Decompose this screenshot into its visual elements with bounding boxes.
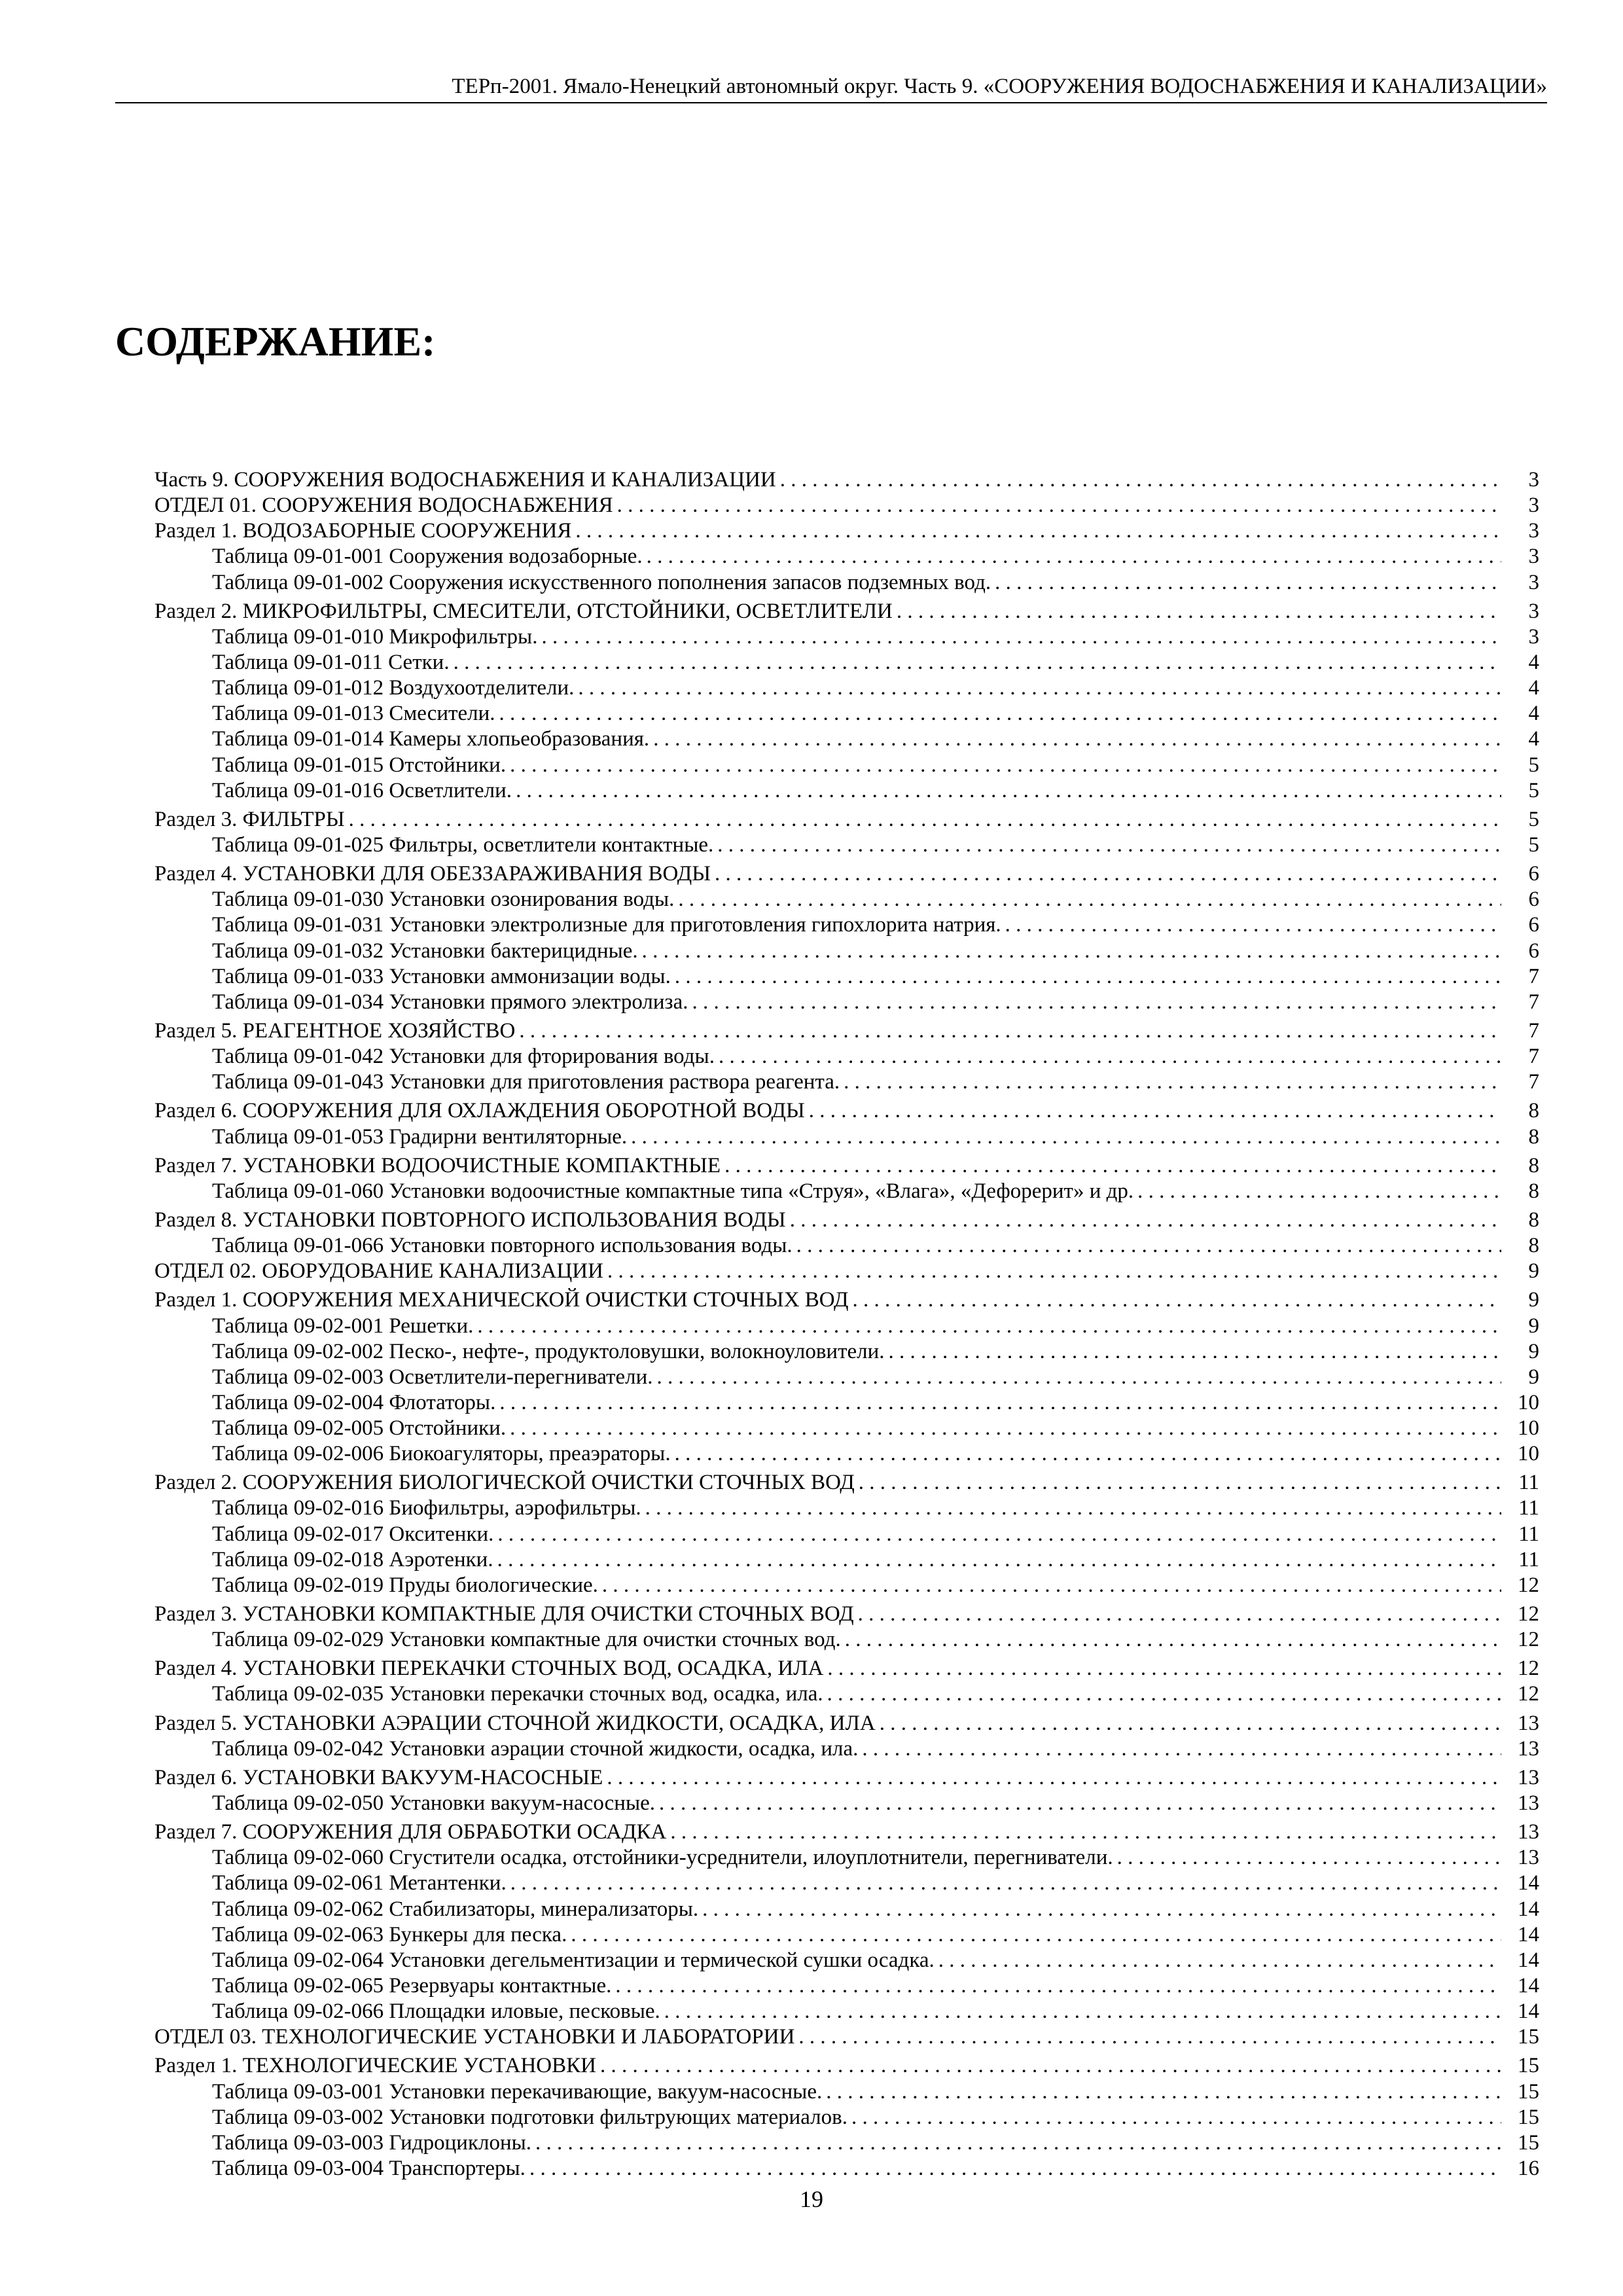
toc-entry-page: 5 bbox=[1528, 778, 1539, 802]
toc-entry-page: 15 bbox=[1518, 2079, 1539, 2104]
toc-entry-title: Раздел 7. СООРУЖЕНИЯ ДЛЯ ОБРАБОТКИ ОСАДКА bbox=[154, 1820, 667, 1844]
toc-entry-page: 3 bbox=[1528, 468, 1539, 492]
toc-entry-page: 12 bbox=[1518, 1573, 1539, 1597]
toc-entry-page: 9 bbox=[1528, 1288, 1539, 1312]
toc-entry-page: 11 bbox=[1518, 1496, 1539, 1520]
toc-entry[interactable] bbox=[154, 701, 1539, 726]
toc-entry[interactable] bbox=[154, 753, 1539, 778]
toc-entry-title: Таблица 09-02-002 Песко-, нефте-, продуктоловушки, волокноуловители. bbox=[212, 1339, 885, 1363]
dot-leader bbox=[844, 1069, 1501, 1095]
toc-entry[interactable] bbox=[154, 1573, 1539, 1598]
dot-leader bbox=[851, 2105, 1501, 2130]
toc-entry[interactable] bbox=[154, 570, 1539, 596]
dot-leader bbox=[845, 1627, 1501, 1653]
toc-entry-page: 8 bbox=[1528, 1099, 1539, 1123]
dot-leader bbox=[349, 807, 1501, 833]
dot-leader bbox=[653, 726, 1501, 752]
toc-entry-page: 4 bbox=[1528, 702, 1539, 726]
toc-entry-title: Таблица 09-02-060 Сгустители осадка, отстойники-усреднители, илоуплотнители, перегниватели. bbox=[212, 1846, 1113, 1870]
dot-leader bbox=[607, 1765, 1501, 1791]
toc-entry-page: 9 bbox=[1528, 1365, 1539, 1389]
toc-entry-page: 8 bbox=[1528, 1179, 1539, 1203]
toc-entry-title: Раздел 6. СООРУЖЕНИЯ ДЛЯ ОХЛАЖДЕНИЯ ОБОРОТНОЙ ВОДЫ bbox=[154, 1099, 805, 1123]
dot-leader bbox=[600, 2053, 1501, 2079]
toc-entry-page: 8 bbox=[1528, 1153, 1539, 1177]
toc-entry-page: 5 bbox=[1528, 753, 1539, 777]
toc-entry-title: Таблица 09-01-015 Отстойники. bbox=[212, 753, 507, 777]
toc-entry-page: 15 bbox=[1518, 2025, 1539, 2049]
toc-entry-page: 11 bbox=[1518, 1471, 1539, 1495]
toc-entry-title: Таблица 09-01-043 Установки для приготовления раствора реагента. bbox=[212, 1070, 840, 1094]
toc-entry[interactable] bbox=[154, 990, 1539, 1015]
dot-leader bbox=[657, 1365, 1502, 1390]
toc-entry[interactable] bbox=[154, 650, 1539, 675]
dot-leader bbox=[880, 1711, 1501, 1736]
dot-leader bbox=[615, 1973, 1501, 1999]
toc-entry-title: ОТДЕЛ 02. ОБОРУДОВАНИЕ КАНАЛИЗАЦИИ bbox=[154, 1259, 603, 1283]
toc-entry-page: 11 bbox=[1518, 1522, 1539, 1546]
toc-entry-page: 7 bbox=[1528, 1070, 1539, 1094]
dot-leader bbox=[477, 1314, 1501, 1339]
toc-entry-page: 14 bbox=[1518, 1974, 1539, 1998]
page-title: СОДЕРЖАНИЕ: bbox=[115, 318, 436, 365]
toc-entry-page: 5 bbox=[1528, 833, 1539, 857]
toc-entry[interactable] bbox=[154, 2130, 1539, 2156]
dot-leader bbox=[796, 1233, 1501, 1259]
toc-entry[interactable] bbox=[154, 1441, 1539, 1467]
dot-leader bbox=[670, 1820, 1501, 1845]
toc-entry[interactable] bbox=[154, 778, 1539, 804]
toc-entry-title: Раздел 1. ТЕХНОЛОГИЧЕСКИЕ УСТАНОВКИ bbox=[154, 2054, 596, 2078]
page-number: 19 bbox=[800, 2186, 823, 2212]
dot-leader bbox=[647, 544, 1501, 569]
dot-leader bbox=[510, 753, 1501, 778]
toc-entry[interactable] bbox=[154, 1999, 1539, 2024]
toc-entry-page: 13 bbox=[1518, 1736, 1539, 1761]
dot-leader bbox=[889, 1339, 1501, 1365]
toc-entry-title: Таблица 09-02-063 Бункеры для песка. bbox=[212, 1922, 567, 1946]
toc-entry[interactable] bbox=[154, 887, 1539, 912]
toc-entry-page: 6 bbox=[1528, 888, 1539, 912]
dot-leader bbox=[607, 1259, 1501, 1284]
dot-leader bbox=[790, 1208, 1501, 1233]
dot-leader bbox=[516, 778, 1501, 804]
table-of-contents bbox=[154, 467, 1539, 2181]
toc-entry[interactable] bbox=[154, 964, 1539, 990]
dot-leader bbox=[675, 964, 1501, 990]
dot-leader bbox=[659, 1791, 1501, 1816]
toc-entry-title: Таблица 09-01-030 Установки озонирования воды. bbox=[212, 888, 675, 912]
toc-entry[interactable] bbox=[154, 1018, 1539, 1044]
toc-entry-title: Таблица 09-02-004 Флотаторы. bbox=[212, 1390, 496, 1414]
toc-entry-title: Таблица 09-01-014 Камеры хлопьеобразования. bbox=[212, 727, 650, 751]
toc-entry-page: 14 bbox=[1518, 1871, 1539, 1895]
toc-entry[interactable] bbox=[154, 1547, 1539, 1573]
toc-entry-title: Раздел 3. ФИЛЬТРЫ bbox=[154, 807, 345, 831]
dot-leader bbox=[827, 1681, 1501, 1707]
toc-entry[interactable] bbox=[154, 1681, 1539, 1707]
toc-entry-page: 10 bbox=[1518, 1416, 1539, 1441]
toc-entry[interactable] bbox=[154, 807, 1539, 833]
dot-leader bbox=[1137, 1179, 1501, 1204]
toc-entry-title: Таблица 09-03-002 Установки подготовки фильтрующих материалов. bbox=[212, 2105, 847, 2129]
toc-entry[interactable] bbox=[154, 1069, 1539, 1095]
toc-entry-page: 4 bbox=[1528, 676, 1539, 700]
dot-leader bbox=[995, 570, 1501, 596]
toc-entry-title: Таблица 09-01-011 Сетки. bbox=[212, 650, 450, 674]
toc-entry[interactable] bbox=[154, 1656, 1539, 1681]
toc-entry-page: 11 bbox=[1518, 1547, 1539, 1571]
toc-entry-page: 4 bbox=[1528, 727, 1539, 751]
toc-entry-title: Таблица 09-02-018 Аэротенки. bbox=[212, 1547, 493, 1571]
toc-entry[interactable] bbox=[154, 2156, 1539, 2181]
toc-entry[interactable] bbox=[154, 833, 1539, 858]
toc-entry-title: Раздел 8. УСТАНОВКИ ПОВТОРНОГО ИСПОЛЬЗОВАНИЯ ВОДЫ bbox=[154, 1208, 786, 1232]
toc-entry[interactable] bbox=[154, 518, 1539, 544]
toc-entry[interactable] bbox=[154, 1948, 1539, 1973]
toc-entry-page: 12 bbox=[1518, 1602, 1539, 1626]
toc-entry-title: Раздел 5. РЕАГЕНТНОЕ ХОЗЯЙСТВО bbox=[154, 1018, 516, 1043]
toc-entry-title: Таблица 09-01-031 Установки электролизные для приготовления гипохлорита натрия. bbox=[212, 913, 1001, 937]
toc-entry[interactable] bbox=[154, 1314, 1539, 1339]
toc-entry-page: 6 bbox=[1528, 939, 1539, 963]
toc-entry-page: 12 bbox=[1518, 1628, 1539, 1652]
toc-entry[interactable] bbox=[154, 1179, 1539, 1204]
dot-leader bbox=[499, 1390, 1501, 1416]
dot-leader bbox=[631, 1124, 1501, 1150]
toc-entry-page: 13 bbox=[1518, 1820, 1539, 1844]
toc-entry-title: Таблица 09-01-010 Микрофильтры. bbox=[212, 624, 538, 649]
toc-entry-title: Таблица 09-01-016 Осветлители. bbox=[212, 778, 512, 802]
toc-entry[interactable] bbox=[154, 1765, 1539, 1791]
toc-entry[interactable] bbox=[154, 624, 1539, 650]
dot-leader bbox=[617, 493, 1501, 518]
dot-leader bbox=[529, 2156, 1501, 2181]
toc-entry-page: 15 bbox=[1518, 2130, 1539, 2155]
toc-entry-page: 9 bbox=[1528, 1339, 1539, 1363]
dot-leader bbox=[715, 861, 1501, 887]
toc-entry-page: 3 bbox=[1528, 599, 1539, 623]
toc-entry-page: 3 bbox=[1528, 493, 1539, 518]
toc-entry-page: 14 bbox=[1518, 2000, 1539, 2024]
toc-entry-page: 8 bbox=[1528, 1234, 1539, 1258]
toc-entry-page: 13 bbox=[1518, 1711, 1539, 1735]
dot-leader bbox=[497, 1547, 1501, 1573]
dot-leader bbox=[678, 887, 1501, 912]
toc-entry[interactable] bbox=[154, 1736, 1539, 1762]
toc-entry-page: 7 bbox=[1528, 990, 1539, 1014]
toc-entry[interactable] bbox=[154, 1365, 1539, 1390]
dot-leader bbox=[938, 1948, 1501, 1973]
toc-entry-title: ОТДЕЛ 03. ТЕХНОЛОГИЧЕСКИЕ УСТАНОВКИ И ЛАБОРАТОРИИ bbox=[154, 2025, 795, 2049]
toc-entry-title: Таблица 09-01-034 Установки прямого электролиза. bbox=[212, 990, 688, 1014]
toc-entry-title: Таблица 09-01-032 Установки бактерицидные. bbox=[212, 939, 638, 963]
toc-entry-title: Раздел 5. УСТАНОВКИ АЭРАЦИИ СТОЧНОЙ ЖИДКОСТИ, ОСАДКА, ИЛА bbox=[154, 1711, 876, 1735]
toc-entry[interactable] bbox=[154, 1233, 1539, 1259]
toc-entry-title: Таблица 09-02-062 Стабилизаторы, минерализаторы. bbox=[212, 1897, 699, 1921]
toc-entry[interactable] bbox=[154, 1098, 1539, 1124]
toc-entry-page: 10 bbox=[1518, 1390, 1539, 1414]
toc-entry[interactable] bbox=[154, 1044, 1539, 1069]
dot-leader bbox=[575, 518, 1501, 544]
toc-entry[interactable] bbox=[154, 2105, 1539, 2130]
dot-leader bbox=[826, 2079, 1501, 2105]
toc-entry-page: 13 bbox=[1518, 1846, 1539, 1870]
toc-entry-page: 10 bbox=[1518, 1442, 1539, 1466]
toc-entry-title: Таблица 09-02-029 Установки компактные для очистки сточных вод. bbox=[212, 1628, 841, 1652]
dot-leader bbox=[809, 1098, 1501, 1124]
toc-entry-title: Таблица 09-02-035 Установки перекачки сточных вод, осадка, ила. bbox=[212, 1682, 823, 1706]
toc-entry[interactable] bbox=[154, 1791, 1539, 1816]
toc-entry[interactable] bbox=[154, 1339, 1539, 1365]
toc-entry[interactable] bbox=[154, 1627, 1539, 1653]
toc-entry[interactable] bbox=[154, 544, 1539, 569]
dot-leader bbox=[724, 1153, 1501, 1179]
dot-leader bbox=[664, 1999, 1501, 2024]
toc-entry-title: Таблица 09-01-033 Установки аммонизации воды. bbox=[212, 964, 671, 988]
toc-entry-title: Таблица 09-02-005 Отстойники. bbox=[212, 1416, 507, 1441]
toc-entry[interactable] bbox=[154, 2079, 1539, 2105]
toc-entry[interactable] bbox=[154, 1845, 1539, 1871]
dot-leader bbox=[510, 1871, 1501, 1896]
dot-leader bbox=[862, 1736, 1501, 1762]
toc-entry-title: Таблица 09-01-012 Воздухоотделители. bbox=[212, 676, 575, 700]
toc-entry-title: Таблица 09-01-066 Установки повторного использования воды. bbox=[212, 1234, 793, 1258]
toc-entry[interactable] bbox=[154, 1496, 1539, 1521]
toc-entry-title: Раздел 2. СООРУЖЕНИЯ БИОЛОГИЧЕСКОЙ ОЧИСТКИ СТОЧНЫХ ВОД bbox=[154, 1471, 855, 1495]
dot-leader bbox=[499, 701, 1501, 726]
toc-entry[interactable] bbox=[154, 1470, 1539, 1496]
toc-entry[interactable] bbox=[154, 1897, 1539, 1922]
toc-entry-title: Таблица 09-01-001 Сооружения водозаборные. bbox=[212, 545, 643, 569]
toc-entry-title: Таблица 09-01-013 Смесители. bbox=[212, 702, 495, 726]
dot-leader bbox=[692, 990, 1501, 1015]
dot-leader bbox=[719, 1044, 1501, 1069]
toc-entry-title: Раздел 1. ВОДОЗАБОРНЫЕ СООРУЖЕНИЯ bbox=[154, 519, 572, 543]
toc-entry-page: 15 bbox=[1518, 2105, 1539, 2129]
toc-entry[interactable] bbox=[154, 1871, 1539, 1896]
toc-entry-page: 13 bbox=[1518, 1791, 1539, 1816]
dot-leader bbox=[859, 1470, 1501, 1496]
toc-entry[interactable] bbox=[154, 1522, 1539, 1547]
toc-entry-title: Таблица 09-02-017 Окситенки. bbox=[212, 1522, 494, 1546]
toc-entry-title: Таблица 09-01-002 Сооружения искусственного пополнения запасов подземных вод. bbox=[212, 570, 991, 594]
dot-leader bbox=[454, 650, 1501, 675]
toc-entry-title: Таблица 09-02-003 Осветлители-перегниватели. bbox=[212, 1365, 653, 1389]
toc-entry[interactable] bbox=[154, 1973, 1539, 1999]
toc-entry-page: 3 bbox=[1528, 570, 1539, 594]
toc-entry-title: Таблица 09-03-003 Гидроциклоны. bbox=[212, 2130, 532, 2155]
toc-entry[interactable] bbox=[154, 912, 1539, 938]
toc-entry[interactable] bbox=[154, 1259, 1539, 1284]
dot-leader bbox=[853, 1287, 1502, 1313]
toc-entry-title: Таблица 09-02-001 Решетки. bbox=[212, 1314, 474, 1338]
dot-leader bbox=[1005, 912, 1501, 938]
dot-leader bbox=[827, 1656, 1501, 1681]
toc-entry[interactable] bbox=[154, 2053, 1539, 2079]
toc-entry-title: Таблица 09-02-066 Площадки иловые, песковые. bbox=[212, 2000, 660, 2024]
toc-entry-page: 7 bbox=[1528, 964, 1539, 988]
toc-entry-title: ОТДЕЛ 01. СООРУЖЕНИЯ ВОДОСНАБЖЕНИЯ bbox=[154, 493, 613, 518]
dot-leader bbox=[858, 1602, 1501, 1627]
toc-entry[interactable] bbox=[154, 1124, 1539, 1150]
toc-entry-page: 13 bbox=[1518, 1765, 1539, 1789]
toc-entry[interactable] bbox=[154, 1711, 1539, 1736]
toc-entry-page: 3 bbox=[1528, 624, 1539, 649]
toc-entry-page: 14 bbox=[1518, 1922, 1539, 1946]
toc-entry[interactable] bbox=[154, 1922, 1539, 1948]
toc-entry-page: 7 bbox=[1528, 1018, 1539, 1043]
dot-leader bbox=[645, 1496, 1501, 1521]
toc-entry-page: 8 bbox=[1528, 1208, 1539, 1232]
dot-leader bbox=[798, 2024, 1501, 2050]
toc-entry-title: Раздел 4. УСТАНОВКИ ПЕРЕКАЧКИ СТОЧНЫХ ВОД, ОСАДКА, ИЛА bbox=[154, 1657, 824, 1681]
toc-entry[interactable] bbox=[154, 1602, 1539, 1627]
toc-entry-title: Таблица 09-02-061 Метантенки. bbox=[212, 1871, 507, 1895]
toc-entry-page: 16 bbox=[1518, 2157, 1539, 2180]
toc-entry[interactable] bbox=[154, 1416, 1539, 1441]
toc-entry[interactable] bbox=[154, 1208, 1539, 1233]
toc-entry[interactable] bbox=[154, 939, 1539, 964]
dot-leader bbox=[541, 624, 1501, 650]
toc-entry-page: 14 bbox=[1518, 1897, 1539, 1921]
toc-entry-title: Таблица 09-02-042 Установки аэрации сточной жидкости, осадка, ила. bbox=[212, 1736, 859, 1761]
toc-entry[interactable] bbox=[154, 1153, 1539, 1179]
toc-entry-title: Таблица 09-01-042 Установки для фторирования воды. bbox=[212, 1045, 715, 1069]
toc-entry-page: 6 bbox=[1528, 913, 1539, 937]
toc-entry-page: 9 bbox=[1528, 1314, 1539, 1338]
toc-entry-title: Часть 9. СООРУЖЕНИЯ ВОДОСНАБЖЕНИЯ И КАНАЛИЗАЦИИ bbox=[154, 468, 776, 492]
dot-leader bbox=[602, 1573, 1501, 1598]
toc-entry[interactable] bbox=[154, 467, 1539, 493]
dot-leader bbox=[571, 1922, 1501, 1948]
toc-entry[interactable] bbox=[154, 861, 1539, 887]
toc-entry-title: Таблица 09-03-001 Установки перекачивающие, вакуум-насосные. bbox=[212, 2079, 823, 2104]
toc-entry-page: 6 bbox=[1528, 862, 1539, 886]
toc-entry-page: 4 bbox=[1528, 650, 1539, 674]
toc-entry-page: 12 bbox=[1518, 1657, 1539, 1681]
toc-entry-title: Раздел 2. МИКРОФИЛЬТРЫ, СМЕСИТЕЛИ, ОТСТОЙНИКИ, ОСВЕТЛИТЕЛИ bbox=[154, 599, 893, 623]
dot-leader bbox=[497, 1522, 1501, 1547]
toc-entry-title: Таблица 09-02-019 Пруды биологические. bbox=[212, 1573, 598, 1597]
toc-entry[interactable] bbox=[154, 2024, 1539, 2050]
toc-entry[interactable] bbox=[154, 1820, 1539, 1845]
dot-leader bbox=[642, 939, 1501, 964]
toc-entry[interactable] bbox=[154, 675, 1539, 701]
toc-entry-title: Раздел 3. УСТАНОВКИ КОМПАКТНЫЕ ДЛЯ ОЧИСТКИ СТОЧНЫХ ВОД bbox=[154, 1602, 854, 1626]
toc-entry[interactable] bbox=[154, 599, 1539, 624]
toc-entry-title: Таблица 09-02-050 Установки вакуум-насосные. bbox=[212, 1791, 656, 1816]
toc-entry-title: Таблица 09-02-006 Биокоагуляторы, преаэраторы. bbox=[212, 1442, 671, 1466]
toc-entry-page: 3 bbox=[1528, 545, 1539, 569]
toc-entry-title: Таблица 09-01-053 Градирни вентиляторные. bbox=[212, 1124, 628, 1149]
toc-entry-page: 7 bbox=[1528, 1045, 1539, 1069]
toc-entry-title: Таблица 09-01-060 Установки водоочистные компактные типа «Струя», «Влага», «Дефорерит» и др. bbox=[212, 1179, 1134, 1203]
toc-entry-page: 3 bbox=[1528, 519, 1539, 543]
toc-entry-title: Таблица 09-02-065 Резервуары контактные. bbox=[212, 1974, 612, 1998]
toc-entry-page: 12 bbox=[1518, 1682, 1539, 1706]
toc-entry-title: Таблица 09-02-064 Установки дегельментизации и термической сушки осадка. bbox=[212, 1948, 935, 1972]
toc-entry-page: 15 bbox=[1518, 2054, 1539, 2078]
dot-leader bbox=[780, 467, 1501, 493]
toc-entry-page: 14 bbox=[1518, 1948, 1539, 1972]
toc-entry-title: Раздел 4. УСТАНОВКИ ДЛЯ ОБЕЗЗАРАЖИВАНИЯ ВОДЫ bbox=[154, 862, 711, 886]
dot-leader bbox=[675, 1441, 1501, 1467]
dot-leader bbox=[717, 833, 1501, 858]
toc-entry-title: Раздел 7. УСТАНОВКИ ВОДООЧИСТНЫЕ КОМПАКТНЫЕ bbox=[154, 1153, 721, 1177]
running-header: ТЕРп-2001. Ямало-Ненецкий автономный округ. Часть 9. «СООРУЖЕНИЯ ВОДОСНАБЖЕНИЯ И КАНАЛИЗАЦИИ» bbox=[115, 73, 1547, 103]
toc-entry-title: Таблица 09-01-025 Фильтры, осветлители контактные. bbox=[212, 833, 714, 857]
toc-entry-page: 8 bbox=[1528, 1124, 1539, 1149]
dot-leader bbox=[535, 2130, 1501, 2156]
toc-entry-page: 9 bbox=[1528, 1259, 1539, 1283]
dot-leader bbox=[702, 1897, 1501, 1922]
dot-leader bbox=[510, 1416, 1501, 1441]
toc-entry-title: Таблица 09-03-004 Транспортеры. bbox=[212, 2157, 526, 2180]
toc-entry-title: Раздел 6. УСТАНОВКИ ВАКУУМ-НАСОСНЫЕ bbox=[154, 1765, 603, 1789]
toc-entry-page: 5 bbox=[1528, 807, 1539, 831]
toc-entry-title: Раздел 1. СООРУЖЕНИЯ МЕХАНИЧЕСКОЙ ОЧИСТКИ СТОЧНЫХ ВОД bbox=[154, 1288, 849, 1312]
toc-entry[interactable] bbox=[154, 726, 1539, 752]
dot-leader bbox=[519, 1018, 1501, 1044]
toc-entry-title: Таблица 09-02-016 Биофильтры, аэрофильтры. bbox=[212, 1496, 641, 1520]
toc-entry[interactable] bbox=[154, 1287, 1539, 1313]
toc-entry[interactable] bbox=[154, 1390, 1539, 1416]
dot-leader bbox=[1117, 1845, 1501, 1871]
dot-leader bbox=[897, 599, 1501, 624]
dot-leader bbox=[578, 675, 1501, 701]
toc-entry[interactable] bbox=[154, 493, 1539, 518]
